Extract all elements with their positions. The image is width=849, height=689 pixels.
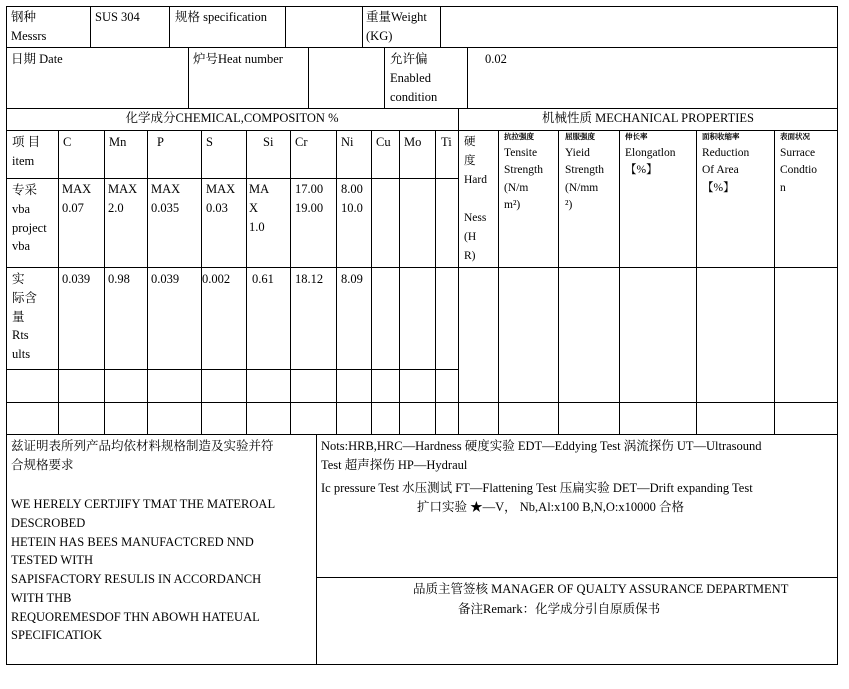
weight-label: 重量Weight (KG) [366,10,427,43]
element-header: Cu [376,135,391,149]
date-label: 日期 Date [11,52,63,66]
enabled-condition-label: 允许偏 Enabled condition [390,52,438,104]
spec-value: MAX 0.035 [151,182,181,215]
messrs-label: 钢种 Messrs [11,10,47,43]
certificate-cn: 兹证明表所列产品均依材料规格制造及实验并符 合规格要求 [11,439,274,472]
certificate-en: WE HERELY CERTJIFY TMAT THE MATEROAL DESCROBED HETEIN HAS BEES MANUFACTCRED NND TESTED WITH SAPISFACTORY RESULIS IN ACCORDANCH WITH THB REQUOREMESDOF THN ABOWH HATEUAL SPECIFICATIOK [11,497,276,643]
element-header: Si [263,135,274,149]
spec-value: 17.00 19.00 [295,182,324,215]
element-header: Ti [441,135,452,149]
spec-value: MAX 0.03 [206,182,236,215]
reduction-cn-label: 面积收缩率 [702,132,740,141]
yield-cn-label: 屈服强度 [565,132,595,141]
notes-line-1: Nots:HRB,HRC—Hardness 硬度实验 EDT—Eddying Test 涡流探伤 UT—Ultrasound Test 超声探伤 HP—Hydraul [321,439,762,472]
spec-value: MAX 0.07 [62,182,92,215]
elongation-cn-label: 伸长率 [625,132,648,141]
spec-label: 规格 specification [175,10,267,24]
enabled-condition-value: 0.02 [485,52,507,66]
result-value: 0.039 [151,272,180,286]
elongation-header: Elongatlon 【%】 [625,147,676,177]
hardness-header: 硬 度 Hard Ness (H R) [464,136,487,262]
element-header: P [157,135,164,149]
spec-value: MA X 1.0 [249,182,270,234]
remark: 备注Remark：化学成分引自原质保书 [458,602,661,616]
notes-line-3: 扩口实验 ★—V， Nb,Al:x100 B,N,O:x10000 合格 [417,500,685,514]
reduction-header: Reduction Of Area 【%】 [702,147,750,194]
element-header: C [63,135,72,149]
result-value: 18.12 [295,272,324,286]
chemical-title: 化学成分CHEMICAL,COMPOSITON % [125,111,339,125]
spec-value: 8.00 10.0 [341,182,363,215]
yield-header: Yieid Strength (N/mm ²) [565,147,604,211]
messrs-value: SUS 304 [95,10,140,24]
element-header: S [206,135,213,149]
result-label: 实 际含 量 Rts ults [12,272,38,361]
result-value: 8.09 [341,272,363,286]
spec-value: MAX 2.0 [108,182,138,215]
project-label: 专采 vba project vba [12,183,47,254]
tensile-header: Tensite Strength (N/m m²) [504,147,543,211]
element-header: Ni [341,135,354,149]
element-header: Mo [404,135,422,149]
surface-header: Surrace Condtio n [780,147,818,194]
tensile-cn-label: 抗拉强度 [504,132,534,141]
item-label: 项 目 item [12,135,41,168]
element-header: Mn [109,135,127,149]
result-value: 0.61 [252,272,274,286]
surface-cn-label: 表面状况 [780,132,810,141]
result-value: 0.039 [62,272,91,286]
result-value: 0.002 [202,272,231,286]
notes-line-2: Ic pressure Test 水压测试 FT—Flattening Test 压扁实验 DET—Drift expanding Test [321,481,753,495]
element-header: Cr [295,135,308,149]
manager-title: 品质主管签核 MANAGER OF QUALTY ASSURANCE DEPARTMENT [413,582,789,596]
mechanical-title: 机械性质 MECHANICAL PROPERTIES [542,111,754,125]
result-value: 0.98 [108,272,130,286]
heat-number-label: 炉号Heat number [193,52,283,66]
